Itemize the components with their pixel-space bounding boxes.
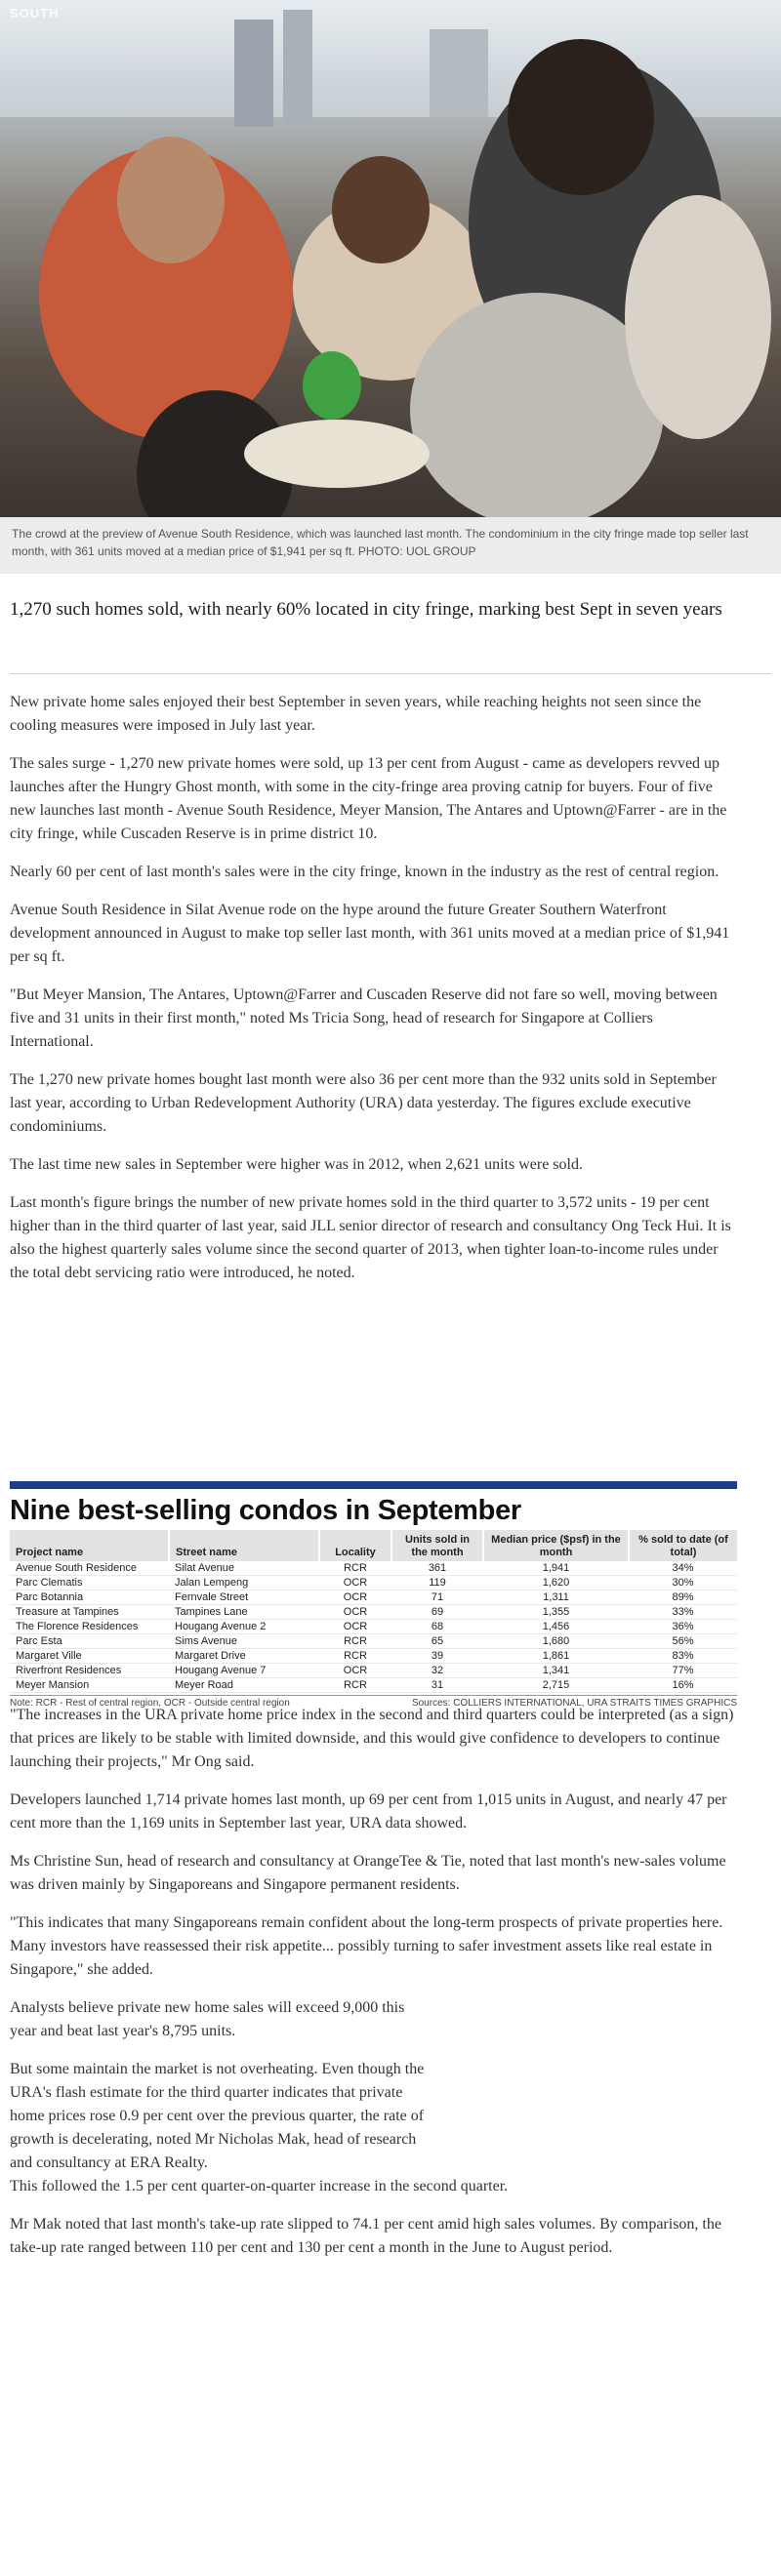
cell-units: 69 bbox=[391, 1605, 483, 1620]
cell-percent-sold: 16% bbox=[629, 1678, 737, 1693]
cell-percent-sold: 36% bbox=[629, 1620, 737, 1634]
paragraph: The 1,270 new private homes bought last month were also 36 per cent more than the 932 units sold in September last year, according to Urban Redevelopment Authority (URA) data yesterday. The figures exclude executive condominiums. bbox=[10, 1071, 717, 1135]
paragraph: Avenue South Residence in Silat Avenue rode on the hype around the future Greater Southern Waterfront development announced in August to make top seller last month, with 361 units moved at a median price of $1,941 per sq ft. bbox=[10, 902, 730, 965]
cell-median-price: 1,311 bbox=[483, 1590, 629, 1605]
table-row bbox=[10, 1678, 737, 1693]
standfirst: 1,270 such homes sold, with nearly 60% located in city fringe, marking best Sept in seven years bbox=[10, 599, 722, 620]
cell-units: 32 bbox=[391, 1664, 483, 1678]
cell-project: Avenue South Residence bbox=[10, 1561, 169, 1576]
cell-median-price: 1,941 bbox=[483, 1561, 629, 1576]
table-sources: Sources: COLLIERS INTERNATIONAL, URA STRAITS TIMES GRAPHICS bbox=[411, 1698, 737, 1709]
cell-project: The Florence Residences bbox=[10, 1620, 169, 1634]
cell-locality: OCR bbox=[319, 1620, 391, 1634]
cell-street: Hougang Avenue 7 bbox=[169, 1664, 319, 1678]
col-header-project: Project name bbox=[10, 1530, 169, 1561]
cell-street: Hougang Avenue 2 bbox=[169, 1620, 319, 1634]
cell-percent-sold: 33% bbox=[629, 1605, 737, 1620]
cell-street: Fernvale Street bbox=[169, 1590, 319, 1605]
col-header-median-price: Median price ($psf) in the month bbox=[483, 1530, 629, 1561]
graphic-top-bar bbox=[10, 1481, 737, 1489]
cell-project: Riverfront Residences bbox=[10, 1664, 169, 1678]
paragraph: The last time new sales in September were higher was in 2012, when 2,621 units were sold. bbox=[10, 1156, 583, 1173]
cell-percent-sold: 34% bbox=[629, 1561, 737, 1576]
table-row bbox=[10, 1605, 737, 1620]
paragraph: Developers launched 1,714 private homes last month, up 69 per cent from 1,015 units in August, and nearly 47 per cent more than the 1,169 units in September last year, URA data showed. bbox=[10, 1791, 727, 1831]
cell-locality: RCR bbox=[319, 1561, 391, 1576]
cell-units: 65 bbox=[391, 1634, 483, 1649]
col-header-locality: Locality bbox=[319, 1530, 391, 1561]
paragraph: Mr Mak noted that last month's take-up rate slipped to 74.1 per cent amid high sales volumes. By comparison, the take-up rate ranged between 110 per cent and 130 per cent a month in the June to August period. bbox=[10, 2216, 721, 2256]
cell-percent-sold: 30% bbox=[629, 1576, 737, 1590]
photo-logo: SOUTH bbox=[10, 6, 60, 20]
cell-project: Parc Esta bbox=[10, 1634, 169, 1649]
cell-project: Margaret Ville bbox=[10, 1649, 169, 1664]
cell-percent-sold: 77% bbox=[629, 1664, 737, 1678]
cell-median-price: 1,620 bbox=[483, 1576, 629, 1590]
paragraph-wide-part: This followed the 1.5 per cent quarter-on-quarter increase in the second quarter. bbox=[10, 2178, 509, 2194]
cell-locality: RCR bbox=[319, 1678, 391, 1693]
cell-percent-sold: 83% bbox=[629, 1649, 737, 1664]
cell-median-price: 1,355 bbox=[483, 1605, 629, 1620]
cell-units: 39 bbox=[391, 1649, 483, 1664]
cell-street: Margaret Drive bbox=[169, 1649, 319, 1664]
cell-percent-sold: 89% bbox=[629, 1590, 737, 1605]
cell-street: Tampines Lane bbox=[169, 1605, 319, 1620]
article-body-bottom bbox=[10, 1704, 752, 2274]
cell-percent-sold: 56% bbox=[629, 1634, 737, 1649]
graphic-title: Nine best-selling condos in September bbox=[10, 1495, 521, 1526]
table-header-row bbox=[10, 1530, 737, 1561]
paragraph: "The increases in the URA private home price index in the second and third quarters could be interpreted (as a sign) that prices are likely to be stable with limited downside, and this would give confidence to developers to continue launching their projects," Mr Ong said. bbox=[10, 1707, 734, 1770]
cell-median-price: 1,341 bbox=[483, 1664, 629, 1678]
table-row bbox=[10, 1634, 737, 1649]
cell-project: Meyer Mansion bbox=[10, 1678, 169, 1693]
paragraph-mixed bbox=[10, 2058, 752, 2198]
hero-photo bbox=[0, 0, 781, 517]
cell-locality: RCR bbox=[319, 1649, 391, 1664]
divider bbox=[10, 673, 771, 674]
photo-caption: The crowd at the preview of Avenue South Residence, which was launched last month. The condominium in the city fringe made top seller last month, with 361 units moved at a median price of $1,941 per sq ft. PHOTO: UOL GROUP bbox=[0, 517, 781, 574]
paragraph: "This indicates that many Singaporeans remain confident about the long-term prospects of private properties here. Many investors have reassessed their risk appetite... possibly turning to safer investment assets like real estate in Singapore," she added. bbox=[10, 1914, 723, 1978]
article-body-top bbox=[10, 691, 737, 1300]
cell-median-price: 2,715 bbox=[483, 1678, 629, 1693]
col-header-units: Units sold in the month bbox=[391, 1530, 483, 1561]
cell-locality: OCR bbox=[319, 1576, 391, 1590]
paragraph: "But Meyer Mansion, The Antares, Uptown@Farrer and Cuscaden Reserve did not fare so well, moving between five and 31 units in their first month," noted Ms Tricia Song, head of research for Singapore at Colliers International. bbox=[10, 986, 718, 1050]
col-header-street: Street name bbox=[169, 1530, 319, 1561]
cell-project: Parc Clematis bbox=[10, 1576, 169, 1590]
cell-units: 71 bbox=[391, 1590, 483, 1605]
cell-street: Jalan Lempeng bbox=[169, 1576, 319, 1590]
cell-units: 361 bbox=[391, 1561, 483, 1576]
paragraph: Ms Christine Sun, head of research and consultancy at OrangeTee & Tie, noted that last month's new-sales volume was driven mainly by Singaporeans and Singapore permanent residents. bbox=[10, 1853, 726, 1893]
col-header-percent-sold: % sold to date (of total) bbox=[629, 1530, 737, 1561]
cell-street: Sims Avenue bbox=[169, 1634, 319, 1649]
cell-median-price: 1,680 bbox=[483, 1634, 629, 1649]
cell-project: Parc Botannia bbox=[10, 1590, 169, 1605]
table-body bbox=[10, 1561, 737, 1693]
cell-street: Silat Avenue bbox=[169, 1561, 319, 1576]
cell-units: 68 bbox=[391, 1620, 483, 1634]
cell-locality: OCR bbox=[319, 1664, 391, 1678]
paragraph: Last month's figure brings the number of new private homes sold in the third quarter to 3,572 units - 19 per cent higher than in the third quarter of last year, said JLL senior director of research and consultancy Ong Teck Hui. It is also the highest quarterly sales volume since the second quarter of 2013, when tighter loan-to-income rules under the total debt servicing ratio were introduced, he noted. bbox=[10, 1194, 731, 1281]
cell-median-price: 1,456 bbox=[483, 1620, 629, 1634]
cell-units: 31 bbox=[391, 1678, 483, 1693]
cell-project: Treasure at Tampines bbox=[10, 1605, 169, 1620]
paragraph-narrow-part: But some maintain the market is not overheating. Even though the URA's flash estimate for the third quarter indicates that private home prices rose 0.9 per cent over the previous quarter, the rate of growth is decelerating, noted Mr Nicholas Mak, head of research and consultancy at ERA Realty. bbox=[10, 2061, 425, 2171]
table-note: Note: RCR - Rest of central region, OCR - Outside central region bbox=[10, 1698, 290, 1709]
cell-locality: OCR bbox=[319, 1590, 391, 1605]
cell-locality: RCR bbox=[319, 1634, 391, 1649]
table-row bbox=[10, 1649, 737, 1664]
table-row bbox=[10, 1590, 737, 1605]
cell-street: Meyer Road bbox=[169, 1678, 319, 1693]
table-row bbox=[10, 1561, 737, 1576]
paragraph: The sales surge - 1,270 new private homes were sold, up 13 per cent from August - came as developers revved up launches after the Hungry Ghost month, with some in the city-fringe area proving catnip for buyers. Four of five new launches last month - Avenue South Residence, Meyer Mansion, The Antares and Uptown@Farrer - are in the city fringe, while Cuscaden Reserve is in prime district 10. bbox=[10, 755, 727, 842]
best-selling-condos-graphic bbox=[10, 1481, 737, 1709]
condos-table bbox=[10, 1530, 737, 1693]
table-row bbox=[10, 1664, 737, 1678]
table-row bbox=[10, 1620, 737, 1634]
cell-locality: OCR bbox=[319, 1605, 391, 1620]
paragraph: New private home sales enjoyed their best September in seven years, while reaching heights not seen since the cooling measures were imposed in July last year. bbox=[10, 694, 702, 734]
cell-units: 119 bbox=[391, 1576, 483, 1590]
table-row bbox=[10, 1576, 737, 1590]
paragraph: Nearly 60 per cent of last month's sales were in the city fringe, known in the industry as the rest of central region. bbox=[10, 864, 719, 880]
paragraph: Analysts believe private new home sales will exceed 9,000 this year and beat last year's 8,795 units. bbox=[10, 1999, 405, 2039]
cell-median-price: 1,861 bbox=[483, 1649, 629, 1664]
